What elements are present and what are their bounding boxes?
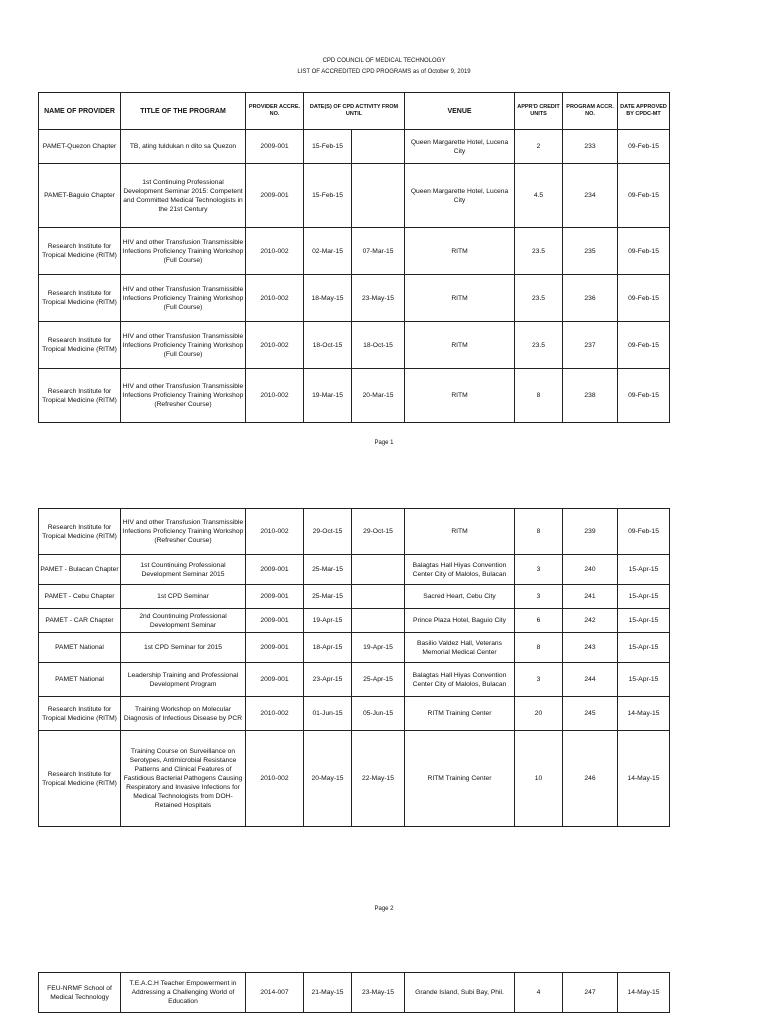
cell-until: 20-Mar-15	[352, 369, 405, 423]
cell-prog: 236	[563, 275, 618, 322]
cell-accre: 2009-001	[246, 555, 304, 585]
header-venue: VENUE	[405, 93, 515, 130]
cell-provider: Research Institute for Tropical Medicine (RITM)	[39, 509, 121, 555]
cell-units: 2	[515, 130, 563, 164]
cell-provider: Research Institute for Tropical Medicine (RITM)	[39, 228, 121, 275]
cell-units: 23.5	[515, 275, 563, 322]
cell-venue: Queen Margarette Hotel, Lucena City	[405, 164, 515, 228]
table-row	[39, 130, 670, 164]
cell-from: 29-Oct-15	[304, 509, 352, 555]
header-dates: DATE(S) OF CPD ACTIVITY FROM UNTIL	[304, 93, 405, 130]
cell-approved: 14-May-15	[618, 973, 670, 1013]
cell-title: 1st CPD Seminar for 2015	[121, 633, 246, 663]
cell-approved: 09-Feb-15	[618, 369, 670, 423]
cell-until: 07-Mar-15	[352, 228, 405, 275]
cell-from: 18-Apr-15	[304, 633, 352, 663]
cell-venue: RITM Training Center	[405, 697, 515, 731]
page-number-2: Page 2	[374, 906, 394, 912]
cell-until: 19-Apr-15	[352, 633, 405, 663]
cell-until	[352, 609, 405, 633]
table-row	[39, 973, 670, 1013]
cell-prog: 246	[563, 731, 618, 827]
cell-prog: 247	[563, 973, 618, 1013]
cell-accre: 2010-002	[246, 275, 304, 322]
table-row	[39, 663, 670, 697]
cell-from: 21-May-15	[304, 973, 352, 1013]
table-row	[39, 228, 670, 275]
cell-approved: 15-Apr-15	[618, 663, 670, 697]
cell-until	[352, 555, 405, 585]
cell-units: 10	[515, 731, 563, 827]
cell-prog: 237	[563, 322, 618, 369]
cell-title: 2nd Countinuing Professional Development Seminar	[121, 609, 246, 633]
cell-until: 22-May-15	[352, 731, 405, 827]
cell-until	[352, 585, 405, 609]
cell-accre: 2010-002	[246, 228, 304, 275]
cell-provider: PAMET National	[39, 633, 121, 663]
cell-units: 23.5	[515, 228, 563, 275]
cell-provider: Research Institute for Tropical Medicine (RITM)	[39, 697, 121, 731]
cell-title: HIV and other Transfusion Transmissible Infections Proficiency Training Workshop (Refresher Course)	[121, 509, 246, 555]
cell-provider: FEU-NRMF School of Medical Technology	[39, 973, 121, 1013]
header-prog: PROGRAM ACCR. NO.	[563, 93, 618, 130]
cell-until: 23-May-15	[352, 275, 405, 322]
cell-prog: 245	[563, 697, 618, 731]
cell-units: 4	[515, 973, 563, 1013]
cell-prog: 243	[563, 633, 618, 663]
cell-provider: PAMET - CAR Chapter	[39, 609, 121, 633]
cell-provider: PAMET National	[39, 663, 121, 697]
table-row	[39, 731, 670, 827]
cell-provider: Research Institute for Tropical Medicine (RITM)	[39, 275, 121, 322]
cell-provider: PAMET - Bulacan Chapter	[39, 555, 121, 585]
cell-units: 8	[515, 509, 563, 555]
cell-prog: 235	[563, 228, 618, 275]
cpd-programs-table-page-2	[38, 508, 670, 827]
cell-accre: 2009-001	[246, 585, 304, 609]
cell-title: T.E.A.C.H Teacher Empowerment in Addressing a Challenging World of Education	[121, 973, 246, 1013]
cell-accre: 2010-002	[246, 509, 304, 555]
header-provider: NAME OF PROVIDER	[39, 93, 121, 130]
cell-accre: 2010-002	[246, 369, 304, 423]
cpd-programs-table-page-1	[38, 92, 670, 423]
cell-provider: Research Institute for Tropical Medicine (RITM)	[39, 731, 121, 827]
cell-from: 20-May-15	[304, 731, 352, 827]
cell-units: 20	[515, 697, 563, 731]
cell-venue: RITM	[405, 369, 515, 423]
cell-venue: RITM	[405, 322, 515, 369]
page-number-1: Page 1	[374, 440, 394, 446]
cell-approved: 09-Feb-15	[618, 275, 670, 322]
cell-title: Training Course on Surveillance on Serotypes, Antimicrobial Resistance Patterns and Clinical Features of Fastidious Bacterial Pathogens Causing Respiratory and Invasive Infections for Medical Technologists from DOH-Retained Hospitals	[121, 731, 246, 827]
cell-title: 1st Continuing Professional Development Seminar 2015: Competent and Committed Medical Technologists in the 21st Century	[121, 164, 246, 228]
cell-prog: 244	[563, 663, 618, 697]
cell-accre: 2009-001	[246, 609, 304, 633]
cell-title: HIV and other Transfusion Transmissible Infections Proficiency Training Workshop (Full Course)	[121, 275, 246, 322]
cell-until: 23-May-15	[352, 973, 405, 1013]
cell-from: 15-Feb-15	[304, 164, 352, 228]
cell-approved: 15-Apr-15	[618, 609, 670, 633]
cell-from: 18-May-15	[304, 275, 352, 322]
cell-approved: 15-Apr-15	[618, 585, 670, 609]
cell-units: 8	[515, 633, 563, 663]
cell-provider: PAMET-Baguio Chapter	[39, 164, 121, 228]
cell-venue: RITM	[405, 509, 515, 555]
cell-venue: Grande Island, Subi Bay, Phil.	[405, 973, 515, 1013]
cell-venue: Balagtas Hall Hiyas Convention Center City of Malolos, Bulacan	[405, 555, 515, 585]
header-title: TITLE OF THE PROGRAM	[121, 93, 246, 130]
table-row	[39, 585, 670, 609]
table-row	[39, 369, 670, 423]
cell-approved: 15-Apr-15	[618, 555, 670, 585]
cell-from: 19-Apr-15	[304, 609, 352, 633]
cell-title: 1st Countinuing Professional Development Seminar 2015	[121, 555, 246, 585]
cell-provider: Research Institute for Tropical Medicine (RITM)	[39, 369, 121, 423]
cell-approved: 09-Feb-15	[618, 509, 670, 555]
cell-title: TB, ating tuldukan n dito sa Quezon	[121, 130, 246, 164]
cell-provider: PAMET - Cebu Chapter	[39, 585, 121, 609]
table-row	[39, 633, 670, 663]
table-row	[39, 164, 670, 228]
cell-venue: Balagtas Hall Hiyas Convention Center City of Malolos, Bulacan	[405, 663, 515, 697]
table-row	[39, 555, 670, 585]
cell-accre: 2009-001	[246, 130, 304, 164]
cell-from: 19-Mar-15	[304, 369, 352, 423]
header-units: APPR'D CREDIT UNITS	[515, 93, 563, 130]
cell-from: 23-Apr-15	[304, 663, 352, 697]
cell-venue: Queen Margarette Hotel, Lucena City	[405, 130, 515, 164]
cell-accre: 2010-002	[246, 322, 304, 369]
cell-prog: 234	[563, 164, 618, 228]
header-accre: PROVIDER ACCRE. NO.	[246, 93, 304, 130]
cell-accre: 2009-001	[246, 164, 304, 228]
document-subtitle: LIST OF ACCREDITED CPD PROGRAMS as of October 9, 2019	[297, 69, 471, 75]
cell-until: 25-Apr-15	[352, 663, 405, 697]
cell-from: 15-Feb-15	[304, 130, 352, 164]
cell-units: 3	[515, 555, 563, 585]
cell-accre: 2009-001	[246, 633, 304, 663]
table-row	[39, 509, 670, 555]
table-row	[39, 697, 670, 731]
cell-from: 01-Jun-15	[304, 697, 352, 731]
cell-prog: 238	[563, 369, 618, 423]
cell-prog: 242	[563, 609, 618, 633]
header-approved: DATE APPROVED BY CPDC-MT	[618, 93, 670, 130]
cell-venue: Sacred Heart, Cebu City	[405, 585, 515, 609]
cell-title: Leadership Training and Professional Development Program	[121, 663, 246, 697]
cell-venue: Basilio Valdez Hall, Veterans Memorial Medical Center	[405, 633, 515, 663]
document-title: CPD COUNCIL OF MEDICAL TECHNOLOGY	[322, 58, 446, 64]
cell-units: 6	[515, 609, 563, 633]
cell-title: HIV and other Transfusion Transmissible Infections Proficiency Training Workshop (Refresher Course)	[121, 369, 246, 423]
cell-venue: Prince Plaza Hotel, Baguio City	[405, 609, 515, 633]
cell-title: HIV and other Transfusion Transmissible Infections Proficiency Training Workshop (Full Course)	[121, 322, 246, 369]
cell-accre: 2010-002	[246, 731, 304, 827]
cell-approved: 15-Apr-15	[618, 633, 670, 663]
cell-until: 29-Oct-15	[352, 509, 405, 555]
cell-from: 18-Oct-15	[304, 322, 352, 369]
table-row	[39, 275, 670, 322]
cell-prog: 239	[563, 509, 618, 555]
cell-units: 3	[515, 663, 563, 697]
cell-prog: 241	[563, 585, 618, 609]
cpd-programs-table-page-3	[38, 972, 670, 1013]
cell-units: 4.5	[515, 164, 563, 228]
cell-approved: 09-Feb-15	[618, 164, 670, 228]
cell-accre: 2014-007	[246, 973, 304, 1013]
cell-until	[352, 164, 405, 228]
cell-from: 25-Mar-15	[304, 555, 352, 585]
cell-until: 18-Oct-15	[352, 322, 405, 369]
cell-approved: 09-Feb-15	[618, 322, 670, 369]
cell-title: Training Workshop on Molecular Diagnosis of Infectious Disease by PCR	[121, 697, 246, 731]
cell-approved: 09-Feb-15	[618, 130, 670, 164]
cell-venue: RITM	[405, 228, 515, 275]
cell-accre: 2009-001	[246, 663, 304, 697]
cell-approved: 09-Feb-15	[618, 228, 670, 275]
cell-prog: 240	[563, 555, 618, 585]
cell-title: 1st CPD Seminar	[121, 585, 246, 609]
cell-provider: Research Institute for Tropical Medicine (RITM)	[39, 322, 121, 369]
cell-title: HIV and other Transfusion Transmissible Infections Proficiency Training Workshop (Full Course)	[121, 228, 246, 275]
cell-from: 25-Mar-15	[304, 585, 352, 609]
cell-approved: 14-May-15	[618, 731, 670, 827]
table-row	[39, 609, 670, 633]
cell-until	[352, 130, 405, 164]
cell-accre: 2010-002	[246, 697, 304, 731]
cell-units: 3	[515, 585, 563, 609]
table-row	[39, 322, 670, 369]
cell-prog: 233	[563, 130, 618, 164]
cell-until: 05-Jun-15	[352, 697, 405, 731]
cell-venue: RITM	[405, 275, 515, 322]
cell-provider: PAMET-Quezon Chapter	[39, 130, 121, 164]
cell-from: 02-Mar-15	[304, 228, 352, 275]
cell-units: 8	[515, 369, 563, 423]
cell-approved: 14-May-15	[618, 697, 670, 731]
cell-venue: RITM Training Center	[405, 731, 515, 827]
cell-units: 23.5	[515, 322, 563, 369]
